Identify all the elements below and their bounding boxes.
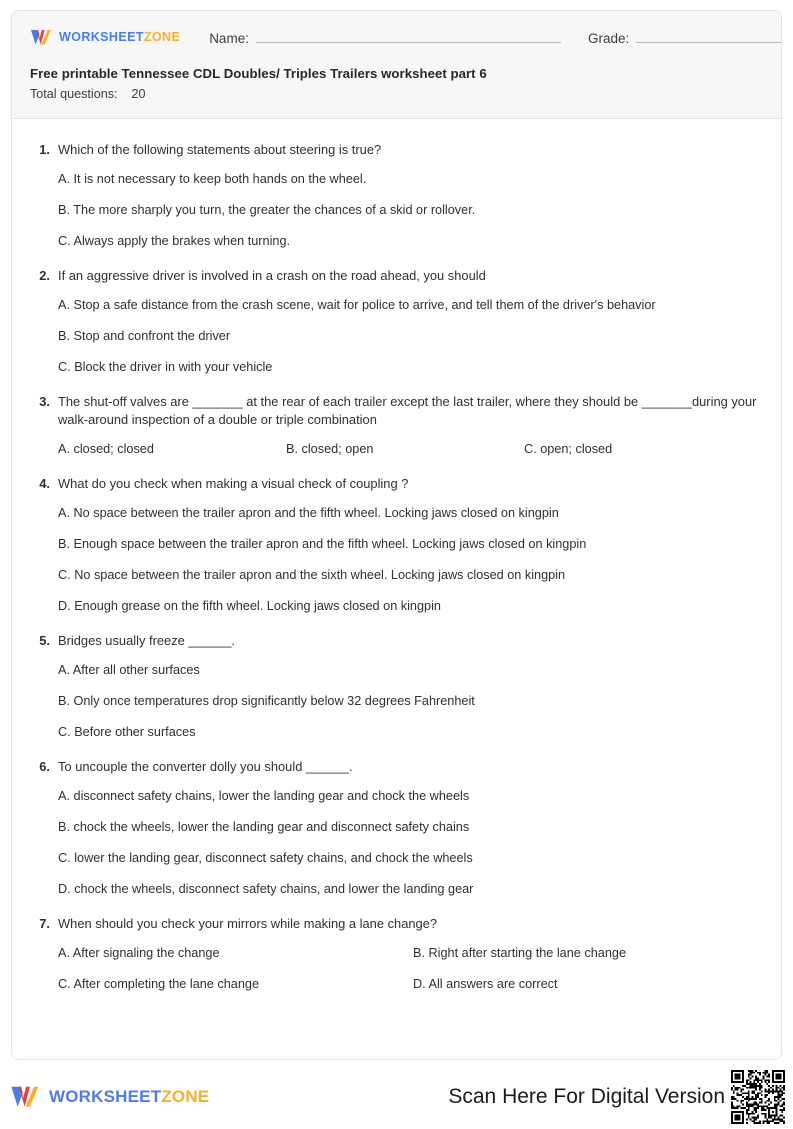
question-number: 5. [39, 633, 50, 648]
total-questions-value: 20 [131, 87, 146, 101]
options-list [30, 661, 763, 741]
options-list [30, 504, 763, 615]
question-text: If an aggressive driver is involved in a crash on the road ahead, you should [58, 268, 486, 283]
questions-list [12, 119, 781, 993]
question-header [30, 475, 763, 493]
logo-word-zone: ZONE [143, 30, 181, 44]
answer-option[interactable]: A. Stop a safe distance from the crash scene, wait for police to arrive, and tell them of the driver's behavior [58, 298, 656, 312]
question-number: 2. [39, 268, 50, 283]
answer-option[interactable]: C. Block the driver in with your vehicle [58, 360, 273, 374]
question-number: 3. [39, 394, 50, 409]
grade-label: Grade: [587, 30, 630, 46]
question-text: When should you check your mirrors while making a lane change? [58, 916, 438, 931]
logo-wordmark [59, 30, 180, 44]
answer-option[interactable]: B. The more sharply you turn, the greater the chances of a skid or rollover. [58, 203, 476, 217]
answer-option[interactable]: C. Before other surfaces [58, 725, 196, 739]
worksheet-zone-logo[interactable] [30, 29, 180, 46]
worksheet-title: Free printable Tennessee CDL Doubles/ Triples Trailers worksheet part 6 [30, 66, 487, 81]
qr-code-icon[interactable] [731, 1070, 785, 1124]
question-number: 7. [39, 916, 50, 931]
name-label: Name: [209, 30, 249, 46]
question-item [30, 915, 763, 993]
name-field[interactable] [209, 29, 561, 46]
name-write-line[interactable] [256, 29, 561, 43]
footer-logo-wordmark [49, 1087, 209, 1107]
footer-worksheet-zone-logo[interactable] [10, 1085, 209, 1109]
scan-instruction-text: Scan Here For Digital Version [448, 1085, 725, 1108]
grade-field[interactable] [588, 29, 782, 46]
worksheet-card [11, 10, 782, 1060]
question-header [30, 758, 763, 776]
question-header [30, 632, 763, 650]
answer-option[interactable]: C. After completing the lane change [58, 977, 260, 991]
total-questions-row [30, 87, 763, 101]
question-text: What do you check when making a visual check of coupling ? [58, 476, 409, 491]
question-text: The shut-off valves are _______ at the rear of each trailer except the last trailer, where they should be _______during your walk-around inspection of a double or triple combination [58, 394, 757, 427]
question-text: To uncouple the converter dolly you should ______. [58, 759, 353, 774]
logo-word-worksheet: WORKSHEET [59, 30, 144, 44]
worksheet-zone-w-logo-icon [30, 29, 52, 46]
question-item [30, 267, 763, 376]
options-list [30, 296, 763, 376]
answer-option[interactable]: A. No space between the trailer apron and the fifth wheel. Locking jaws closed on kingpin [58, 506, 559, 520]
total-questions-label: Total questions: [30, 87, 118, 101]
options-list [30, 440, 763, 458]
answer-option[interactable]: C. open; closed [524, 442, 613, 456]
answer-option[interactable]: A. After all other surfaces [58, 663, 200, 677]
question-item [30, 632, 763, 741]
answer-option[interactable]: C. lower the landing gear, disconnect safety chains, and chock the wheels [58, 851, 473, 865]
answer-option[interactable]: A. After signaling the change [58, 946, 220, 960]
answer-option[interactable]: A. closed; closed [58, 442, 154, 456]
answer-option[interactable]: D. All answers are correct [413, 977, 558, 991]
question-item [30, 475, 763, 615]
footer-logo-word-worksheet: WORKSHEET [49, 1087, 162, 1106]
answer-option[interactable]: D. chock the wheels, disconnect safety chains, and lower the landing gear [58, 882, 474, 896]
answer-option[interactable]: A. It is not necessary to keep both hands on the wheel. [58, 172, 367, 186]
answer-option[interactable]: B. Enough space between the trailer apron and the fifth wheel. Locking jaws closed on kingpin [58, 537, 587, 551]
header-top-row [30, 24, 763, 50]
options-list [30, 787, 763, 898]
footer-worksheet-zone-w-logo-icon [10, 1085, 40, 1109]
question-number: 6. [39, 759, 50, 774]
question-item [30, 393, 763, 458]
question-number: 4. [39, 476, 50, 491]
question-header [30, 267, 763, 285]
question-text: Which of the following statements about steering is true? [58, 142, 382, 157]
answer-option[interactable]: B. chock the wheels, lower the landing gear and disconnect safety chains [58, 820, 470, 834]
question-header [30, 141, 763, 159]
answer-option[interactable]: B. Only once temperatures drop significantly below 32 degrees Fahrenheit [58, 694, 475, 708]
answer-option[interactable]: A. disconnect safety chains, lower the landing gear and chock the wheels [58, 789, 470, 803]
question-number: 1. [39, 142, 50, 157]
answer-option[interactable]: B. Right after starting the lane change [413, 946, 626, 960]
question-header [30, 915, 763, 933]
grade-write-line[interactable] [636, 29, 782, 43]
question-header [30, 393, 763, 429]
worksheet-header [12, 11, 781, 119]
page-footer [0, 1072, 793, 1122]
answer-option[interactable]: B. Stop and confront the driver [58, 329, 231, 343]
answer-option[interactable]: C. No space between the trailer apron and the sixth wheel. Locking jaws closed on kingpin [58, 568, 566, 582]
question-item [30, 141, 763, 250]
options-list [30, 170, 763, 250]
question-item [30, 758, 763, 898]
answer-option[interactable]: D. Enough grease on the fifth wheel. Locking jaws closed on kingpin [58, 599, 441, 613]
answer-option[interactable]: B. closed; open [286, 442, 374, 456]
footer-logo-word-zone: ZONE [161, 1087, 210, 1106]
question-text: Bridges usually freeze ______. [58, 633, 236, 648]
answer-option[interactable]: C. Always apply the brakes when turning. [58, 234, 291, 248]
options-list [30, 944, 763, 993]
